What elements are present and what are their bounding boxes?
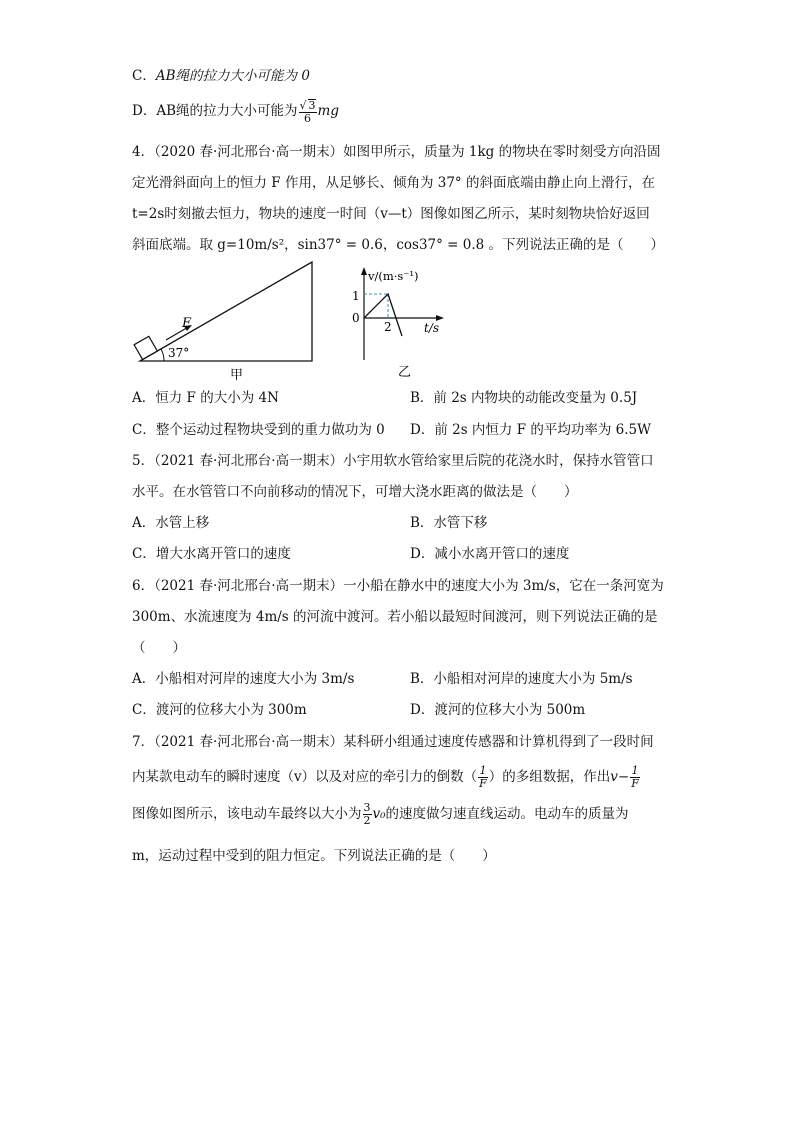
t-axis-label: t/s [424,321,440,335]
q3-option-d-label: D． [132,103,157,119]
q7-three-halves [363,802,372,827]
q3-option-c [132,66,310,86]
q4-line-3: t=2s时刻撤去恒力，物块的速度一时间（v—t）图像如图乙所示，某时刻物块恰好返回 [132,206,650,222]
q7-frac2-num: 1 [631,764,639,777]
q6-line-3: （ ） [132,640,186,656]
q7-v-symbol: v [610,769,618,785]
q4-option-a: A．恒力 F 的大小为 4N [132,390,279,406]
angle-label: 37° [168,346,190,360]
tick-x-2: 2 [384,320,392,334]
q3-option-c-label: C． [132,68,156,84]
q6-option-b: B．小船相对河岸的速度大小为 5m/s [410,671,633,687]
q5-option-b: B．水管下移 [410,515,488,531]
figure-b-caption: 乙 [398,365,412,380]
q7-line-3a: 图像如图所示，该电动车最终以大小为 [132,806,362,822]
q3-option-d [132,96,339,126]
origin-label: 0 [352,311,360,325]
q4-option-b: B．前 2s 内物块的动能改变量为 0.5J [410,390,638,406]
q6-line-1: 6．（2021 春·河北邢台·高一期末）一小船在静水中的速度大小为 3m/s，它在一条河宽为 [132,578,664,594]
q4-line-1: 4．（2020 春·河北邢台·高一期末）如图甲所示，质量为 1kg 的物块在零时刻受方向沿固 [132,144,661,160]
q5-option-c: C．增大水离开管口的速度 [132,546,291,562]
tick-y-1: 1 [352,289,360,303]
q7-frac2-den: F [631,777,639,790]
q7-line-2a: 内某款电动车的瞬时速度（v）以及对应的牵引力的倒数（ [132,769,478,785]
q5-line-1: 5．（2021 春·河北邢台·高一期末）小宇用软水管给家里后院的花浇水时，保持水管管口 [132,453,654,469]
q7-dash: − [617,769,630,785]
figure-incline [130,255,330,385]
q3-option-c-text: AB绳的拉力大小可能为 [155,68,298,84]
figure-vt-graph [340,262,460,384]
q3-option-c-value: 0 [301,68,310,84]
q7-line-3b: 的速度做匀速直线运动。电动车的质量为 [385,806,629,822]
q7-frac-den: F [479,777,487,790]
vt-curve [364,294,402,336]
q7-line-2 [132,762,641,792]
q7-frac-num: 1 [479,764,487,777]
q6-option-c: C．渡河的位移大小为 300m [132,702,307,718]
q7-line-1: 7．（2021 春·河北邢台·高一期末）某科研小组通过速度传感器和计算机得到了一段时间 [132,734,654,750]
q7-inverse-f-fraction-2 [630,765,640,790]
force-label: F [182,316,192,331]
q3-option-d-num: 3 [308,98,316,112]
q3-option-d-den: 6 [304,111,311,125]
q3-option-d-fraction: $\frac{√ 3}{6}$ [299,98,316,125]
q7-line3-num: 3 [363,801,371,814]
q7-line-2b: ）的多组数据，作出 [488,769,611,785]
v-axis-arrow [361,267,367,275]
q6-option-a: A．小船相对河岸的速度大小为 3m/s [132,671,355,687]
q3-option-d-text: AB绳的拉力大小可能为 [156,103,298,119]
q3-option-d-tail: mg [317,103,339,119]
q5-option-d: D．减小水离开管口的速度 [410,546,570,562]
q4-line-4: 斜面底端。取 g=10m/s²，sin37° = 0.6，cos37° = 0.8 。下列说法正确的是（ ） [132,237,665,253]
q6-option-d: D．渡河的位移大小为 500m [410,702,586,718]
block [134,336,157,359]
q7-line-4: m，运动过程中受到的阻力恒定。下列说法正确的是（ ） [132,848,496,864]
q7-line3-den: 2 [363,814,371,827]
q7-inverse-f-fraction [478,765,488,790]
q4-option-c: C．整个运动过程物块受到的重力做功为 0 [132,422,385,438]
q7-v0-symbol: v₀ [372,806,386,822]
q6-line-2: 300m、水流速度为 4m/s 的河流中渡河。若小船以最短时间渡河，则下列说法正确的是 [132,609,658,625]
figure-a-caption: 甲 [230,368,244,383]
v-axis-label: v/(m·s⁻¹) [368,269,419,283]
incline-triangle [140,262,312,361]
q4-option-d: D．前 2s 内恒力 F 的平均功率为 6.5W [410,422,652,438]
q5-line-2: 水平。在水管管口不向前移动的情况下，可增大浇水距离的做法是（ ） [132,484,578,500]
q5-option-a: A．水管上移 [132,515,210,531]
q7-line-3 [132,799,629,829]
q4-line-2: 定光滑斜面向上的恒力 F 作用，从足够长、倾角为 37° 的斜面底端由静止向上滑行，在 [132,175,655,191]
angle-arc [161,349,164,361]
